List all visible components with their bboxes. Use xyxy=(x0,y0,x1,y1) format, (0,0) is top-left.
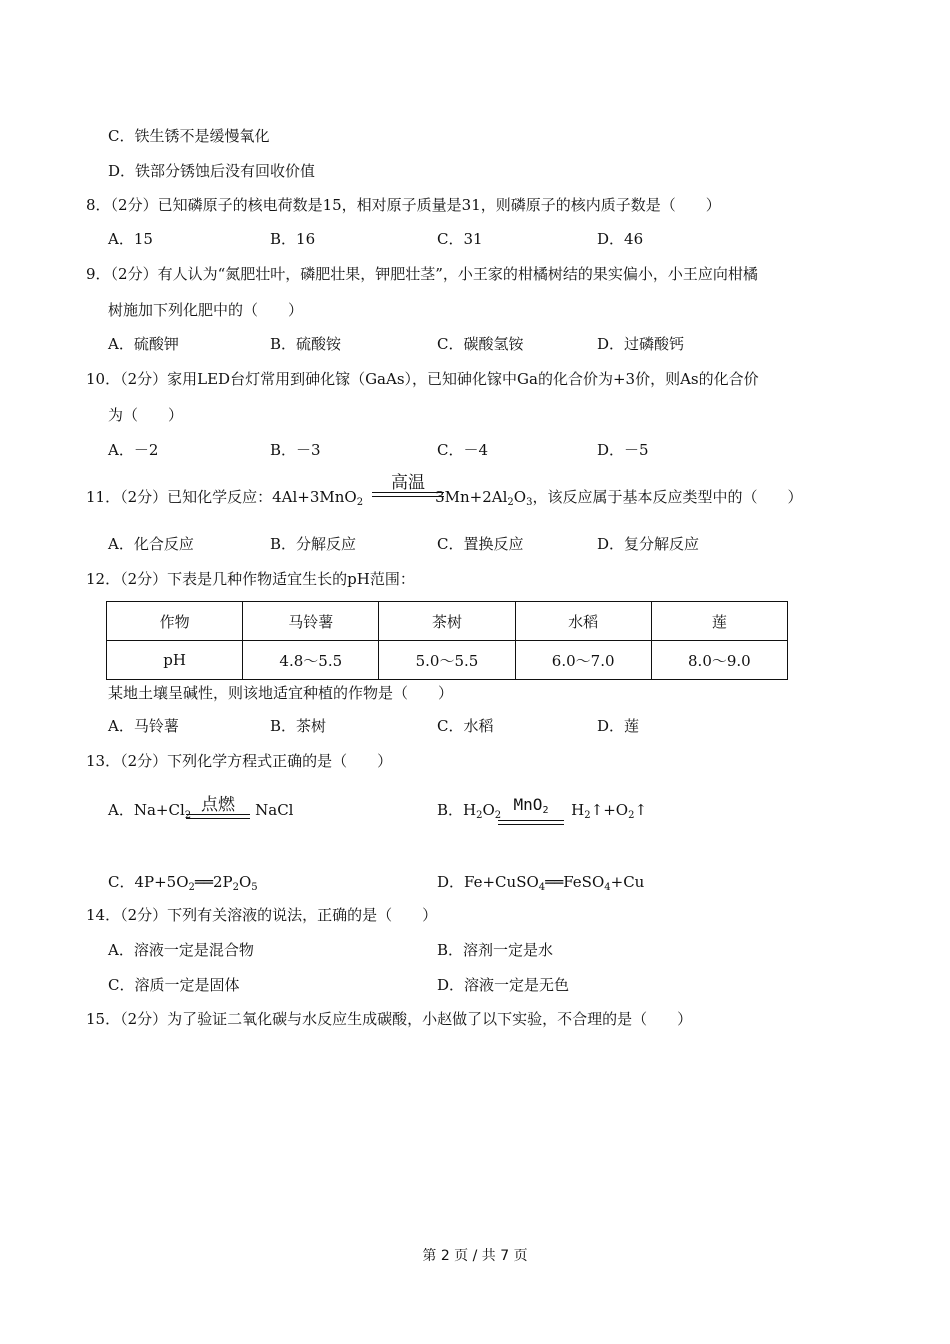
table-row xyxy=(107,602,788,641)
q13-b-sub2: 2 xyxy=(494,810,502,821)
ph-table xyxy=(106,601,788,680)
q11-option-c: C．置换反应 xyxy=(437,535,524,553)
q13-b-arrow1: ↑+O xyxy=(590,801,629,819)
q11-option-a: A．化合反应 xyxy=(108,535,194,553)
q10-option-d: D．－5 xyxy=(597,441,649,459)
q13-c-a: C．4P+5O xyxy=(108,873,189,891)
q13-b-o: O xyxy=(482,801,495,819)
q15-stem: 15．（2分）为了验证二氧化碳与水反应生成碳酸，小赵做了以下实验，不合理的是（ ） xyxy=(86,1010,693,1028)
q12-option-d: D．莲 xyxy=(597,717,640,735)
q11-o: O xyxy=(513,488,527,506)
q13-d-c: +Cu xyxy=(610,873,645,891)
q11-sub2: 2 xyxy=(507,497,514,508)
q14-option-a: A．溶液一定是混合物 xyxy=(108,941,254,959)
q8-option-b: B．16 xyxy=(270,230,316,248)
page-footer: 第 2 页 / 共 7 页 xyxy=(422,1248,528,1264)
q11-condition-label: 高温 xyxy=(391,473,425,493)
q11-option-b: B．分解反应 xyxy=(270,535,357,553)
q12-option-a: A．马铃薯 xyxy=(108,717,179,735)
q11-suffix: ，该反应属于基本反应类型中的（ ） xyxy=(532,488,803,506)
q14-option-d: D．溶液一定是无色 xyxy=(437,976,570,994)
q10-option-a: A．－2 xyxy=(108,441,159,459)
table-header-cell: 莲 xyxy=(651,602,787,641)
q12-option-b: B．茶树 xyxy=(270,717,327,735)
table-cell: 8.0～9.0 xyxy=(651,641,787,680)
q8-option-c: C．31 xyxy=(437,230,483,248)
q13-d-s2: 4 xyxy=(604,882,611,893)
q7-option-d: D．铁部分锈蚀后没有回收价值 xyxy=(108,162,316,180)
q13-a-label: A．Na+Cl xyxy=(108,801,185,819)
q11-prefix: 11．（2分）已知化学反应：4Al+3MnO xyxy=(86,488,357,506)
q13-a-condition xyxy=(186,796,250,819)
q12-follow-up: 某地土壤呈碱性，则该地适宜种植的作物是（ ） xyxy=(108,684,454,702)
q13-d-b: ══FeSO xyxy=(545,873,605,891)
q11-sub3: 3 xyxy=(526,497,533,508)
q13-a-condition-label: 点燃 xyxy=(201,795,235,815)
q13-c-s1: 2 xyxy=(188,882,195,893)
q8-option-a: A．15 xyxy=(108,230,153,248)
q11-mid: 3Mn+2Al xyxy=(435,488,508,506)
q13-stem: 13．（2分）下列化学方程式正确的是（ ） xyxy=(86,752,393,770)
table-cell: 6.0～7.0 xyxy=(515,641,651,680)
table-cell: 4.8～5.5 xyxy=(243,641,379,680)
q13-b-label: B．H xyxy=(437,801,477,819)
q13-option-c xyxy=(108,872,258,898)
table-cell: pH xyxy=(107,641,243,680)
q13-c-b: ══2P xyxy=(194,873,233,891)
q11-reaction-condition xyxy=(372,474,444,497)
q13-b-arrow2: ↑ xyxy=(634,801,648,819)
table-cell: 5.0～5.5 xyxy=(379,641,515,680)
q13-b-sub1: 2 xyxy=(476,810,483,821)
q9-stem-line2: 树施加下列化肥中的（ ） xyxy=(108,301,304,319)
q13-b-equals-bar xyxy=(498,820,564,825)
q9-option-d: D．过磷酸钙 xyxy=(597,335,685,353)
q10-stem-line1: 10．（2分）家用LED台灯常用到砷化镓（GaAs），已知砷化镓中Ga的化合价为+3价，则As的化合价 xyxy=(86,370,759,388)
table-header-cell: 茶树 xyxy=(379,602,515,641)
q9-option-b: B．硫酸铵 xyxy=(270,335,342,353)
q14-stem: 14．（2分）下列有关溶液的说法，正确的是（ ） xyxy=(86,906,438,924)
table-row xyxy=(107,641,788,680)
q13-b-p1: H xyxy=(571,801,585,819)
q11-sub1: 2 xyxy=(356,497,364,508)
q12-stem: 12．（2分）下表是几种作物适宜生长的pH范围： xyxy=(86,570,415,588)
table-header-cell: 水稻 xyxy=(515,602,651,641)
q9-option-a: A．硫酸钾 xyxy=(108,335,179,353)
q12-option-c: C．水稻 xyxy=(437,717,494,735)
table-header-cell: 作物 xyxy=(107,602,243,641)
table-header-cell: 马铃薯 xyxy=(243,602,379,641)
q7-option-c: C．铁生锈不是缓慢氧化 xyxy=(108,127,270,145)
q13-b-condition-sub: 2 xyxy=(542,805,549,816)
q13-b-condition-label xyxy=(498,796,564,820)
q9-stem-line1: 9．（2分）有人认为“氮肥壮叶，磷肥壮果，钾肥壮茎”，小王家的柑橘树结的果实偏小，小王应向柑橘 xyxy=(86,265,758,283)
q13-d-a: D．Fe+CuSO xyxy=(437,873,539,891)
q13-b-p2sub: 2 xyxy=(628,810,635,821)
q13-c-s2: 2 xyxy=(232,882,239,893)
q13-b-condition xyxy=(498,796,564,825)
q13-c-c: O xyxy=(238,873,252,891)
q13-a-product: NaCl xyxy=(255,801,294,819)
q13-d-s1: 4 xyxy=(538,882,546,893)
q13-option-d xyxy=(437,872,644,898)
q9-option-c: C．碳酸氢铵 xyxy=(437,335,524,353)
q10-stem-line2: 为（ ） xyxy=(108,406,184,424)
q13-a-sub: 2 xyxy=(184,810,192,821)
q13-b-condition-text: MnO xyxy=(513,795,543,814)
q8-option-d: D．46 xyxy=(597,230,644,248)
q10-option-b: B．－3 xyxy=(270,441,321,459)
q8-stem: 8．（2分）已知磷原子的核电荷数是15，相对原子质量是31，则磷原子的核内质子数是（ ） xyxy=(86,196,721,214)
q11-stem xyxy=(86,487,803,513)
q11-option-d: D．复分解反应 xyxy=(597,535,700,553)
q10-option-c: C．－4 xyxy=(437,441,489,459)
q13-b-p1sub: 2 xyxy=(584,810,591,821)
q14-option-b: B．溶剂一定是水 xyxy=(437,941,554,959)
q13-c-s3: 5 xyxy=(251,882,258,893)
q14-option-c: C．溶质一定是固体 xyxy=(108,976,240,994)
